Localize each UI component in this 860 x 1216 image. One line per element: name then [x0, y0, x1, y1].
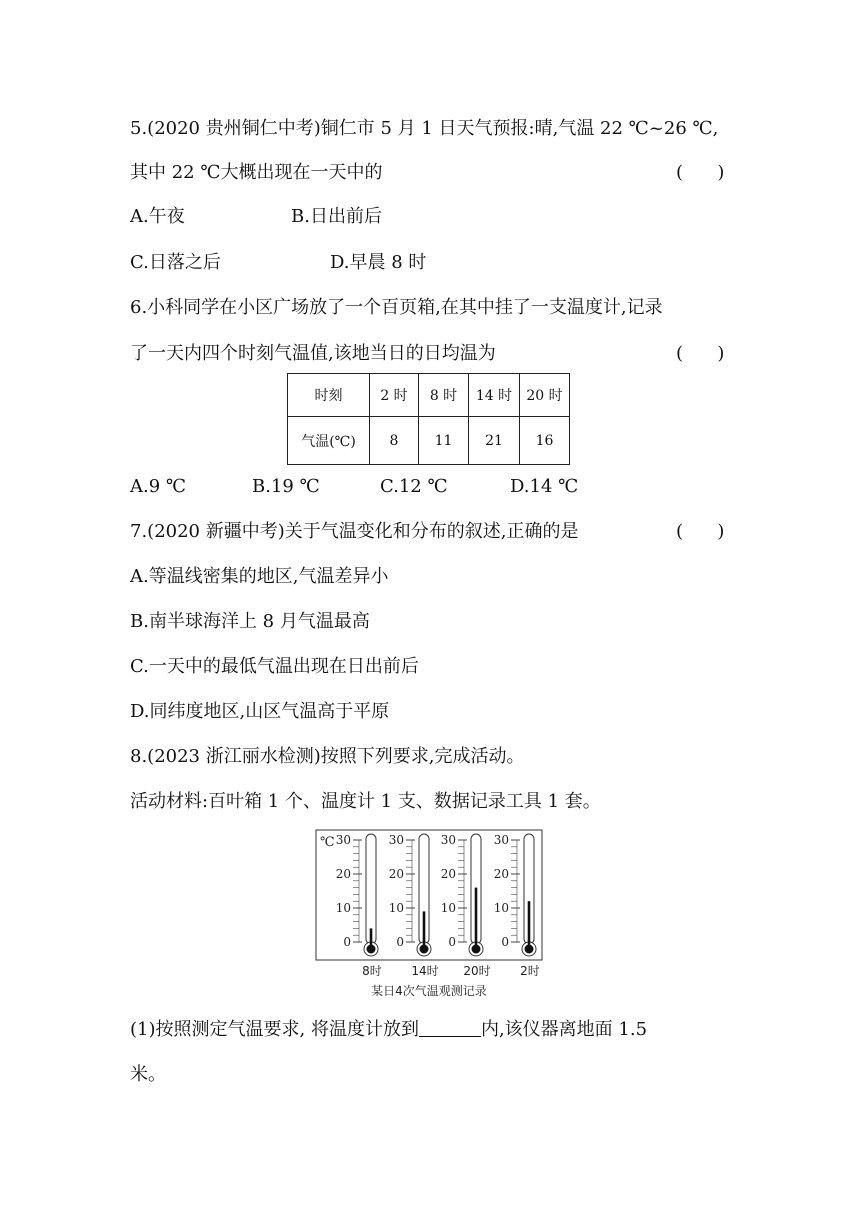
- table-cell: 11: [419, 417, 469, 465]
- table-cell: 16: [520, 417, 570, 465]
- tick-label: 10: [493, 901, 509, 915]
- time-label: 2时: [520, 964, 540, 978]
- table-cell: 20 时: [520, 374, 570, 417]
- q6-stem-line2: 了一天内四个时刻气温值,该地当日的日均温为: [130, 343, 496, 364]
- table-cell: 8: [370, 417, 419, 465]
- q5-option-a: A.午夜: [130, 206, 185, 227]
- tick-label: 20: [335, 867, 351, 881]
- q6-option-c: C.12 ℃: [380, 476, 448, 497]
- tick-label: 30: [335, 833, 351, 847]
- tick-label: 0: [343, 935, 351, 949]
- q8-stem-line2: 活动材料:百叶箱 1 个、温度计 1 支、数据记录工具 1 套。: [130, 791, 601, 812]
- q7-option-b: B.南半球海洋上 8 月气温最高: [130, 611, 370, 632]
- table-cell: 2 时: [370, 374, 419, 417]
- tick-label: 10: [388, 901, 404, 915]
- table-cell: 气温(℃): [288, 417, 370, 465]
- time-label: 8时: [362, 964, 382, 978]
- mercury-column: [423, 911, 426, 949]
- q5-stem-line2: 其中 22 ℃大概出现在一天中的: [130, 162, 383, 183]
- mercury-column: [528, 901, 531, 949]
- figure-caption: 某日4次气温观测记录: [371, 984, 487, 998]
- q6-option-d: D.14 ℃: [510, 476, 579, 497]
- q8-sub1-line2: 米。: [130, 1064, 166, 1085]
- unit-label: ℃: [320, 835, 335, 850]
- thermometer-tube: [366, 834, 376, 944]
- mercury-column: [370, 928, 373, 949]
- q7-option-a: A.等温线密集的地区,气温差异小: [130, 566, 389, 587]
- tick-label: 10: [335, 901, 351, 915]
- table-cell: 时刻: [288, 374, 370, 417]
- tick-label: 20: [440, 867, 456, 881]
- q7-stem: 7.(2020 新疆中考)关于气温变化和分布的叙述,正确的是: [130, 521, 579, 542]
- q6-answer-paren: ( ): [676, 343, 725, 364]
- answer-blank[interactable]: [419, 1018, 481, 1037]
- q8-sub1-line1: [130, 1018, 647, 1042]
- q5-stem-line1: 5.(2020 贵州铜仁中考)铜仁市 5 月 1 日天气预报:晴,气温 22 ℃~26 ℃,: [130, 118, 719, 139]
- tick-label: 20: [493, 867, 509, 881]
- time-label: 20时: [463, 964, 491, 978]
- q6-stem-line1: 6.小科同学在小区广场放了一个百页箱,在其中挂了一支温度计,记录: [130, 297, 663, 318]
- q8-sub1-text-a: (1)按照测定气温要求, 将温度计放到: [130, 1019, 419, 1040]
- table-header-row: [288, 374, 570, 417]
- q5-option-c: C.日落之后: [130, 252, 221, 273]
- temperature-table: [287, 373, 570, 465]
- mercury-column: [475, 888, 478, 949]
- tick-label: 30: [493, 833, 509, 847]
- tick-label: 30: [388, 833, 404, 847]
- tick-label: 10: [440, 901, 456, 915]
- q5-option-d: D.早晨 8 时: [330, 252, 427, 273]
- table-cell: 21: [469, 417, 520, 465]
- q6-option-b: B.19 ℃: [252, 476, 320, 497]
- q7-option-c: C.一天中的最低气温出现在日出前后: [130, 656, 419, 677]
- q6-option-a: A.9 ℃: [130, 476, 187, 497]
- q7-answer-paren: ( ): [676, 521, 725, 542]
- q5-answer-paren: ( ): [676, 162, 725, 183]
- q5-option-b: B.日出前后: [291, 206, 382, 227]
- tick-label: 0: [396, 935, 404, 949]
- table-row: [288, 417, 570, 465]
- tick-label: 0: [448, 935, 456, 949]
- thermometer-figure: [315, 828, 560, 1000]
- table-cell: 8 时: [419, 374, 469, 417]
- tick-label: 0: [501, 935, 509, 949]
- q8-sub1-text-b: 内,该仪器离地面 1.5: [480, 1019, 648, 1040]
- tick-label: 30: [440, 833, 456, 847]
- time-label: 14时: [411, 964, 439, 978]
- tick-label: 20: [388, 867, 404, 881]
- q8-stem-line1: 8.(2023 浙江丽水检测)按照下列要求,完成活动。: [130, 746, 525, 767]
- table-cell: 14 时: [469, 374, 520, 417]
- q7-option-d: D.同纬度地区,山区气温高于平原: [130, 701, 390, 722]
